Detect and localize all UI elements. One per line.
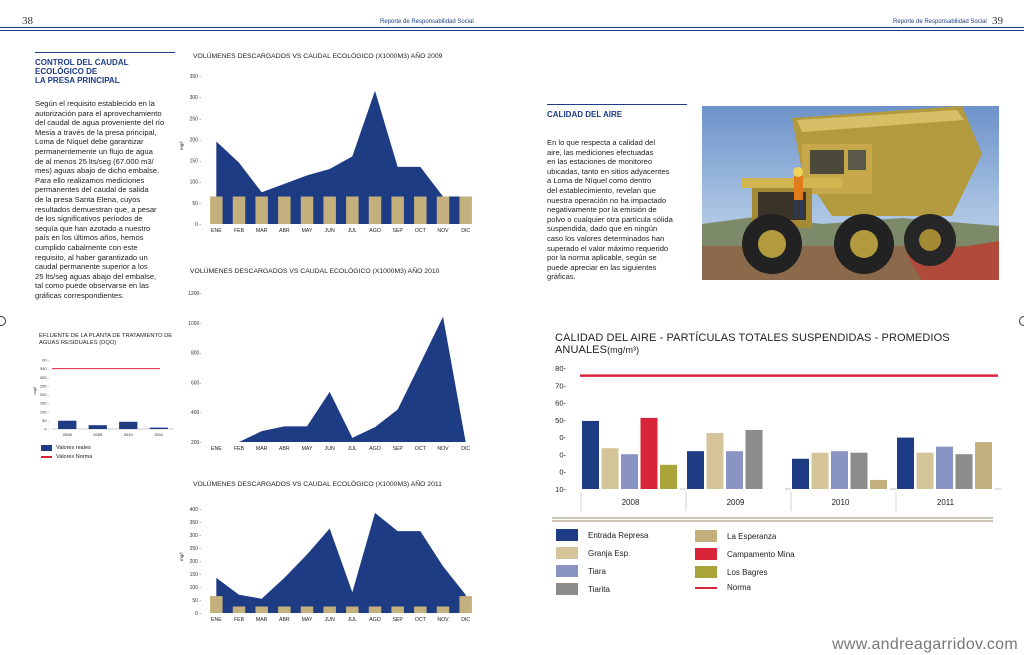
air-x-tick-label: 2009 <box>726 498 745 507</box>
dqo-bar <box>119 422 137 429</box>
x-tick-label: MAR <box>255 617 268 623</box>
right-body-line: superado el valor máximo requerido <box>547 243 669 253</box>
left-body-line: mes) aguas abajo de dicho embalse. <box>35 166 160 176</box>
ecological-flow-bar <box>391 197 403 224</box>
chart-volumes-2010 <box>175 284 485 454</box>
legend-label-los-bagres: Los Bagres <box>727 567 768 577</box>
air-x-tick-label: 2008 <box>621 498 640 507</box>
legend-label-tiarita: Tiarita <box>588 584 610 594</box>
left-body-line: del caudal de agua proveniente del río <box>35 118 165 128</box>
mining-truck-photo <box>702 106 999 280</box>
legend-swatch-norma <box>695 587 717 589</box>
air-bar-entrada-represa <box>687 451 704 489</box>
air-bar-tiara <box>621 454 638 489</box>
legend-label-entrada-represa: Entrada Represa <box>588 530 649 540</box>
right-page-number: 39 <box>992 15 1003 27</box>
ecological-flow-bar <box>437 607 449 614</box>
y-tick-label: 400- <box>190 410 201 417</box>
ecological-flow-bar <box>346 607 358 614</box>
left-body-line: Según el requisito establecido en la <box>35 99 155 108</box>
right-body-line: En lo que respecta a calidad del <box>547 138 656 147</box>
right-body-line: negativamente por la emisión de <box>547 205 657 215</box>
dqo-x-tick-label: 2009 <box>93 432 103 437</box>
legend-label-la-esperanza: La Esperanza <box>727 531 777 541</box>
x-tick-label: ENE <box>210 446 222 452</box>
discharged-volume-area <box>216 513 465 613</box>
ecological-flow-bar <box>346 197 358 224</box>
y-tick-label: 100 - <box>189 585 201 591</box>
discharged-volume-area <box>216 91 465 224</box>
header-rule-secondary <box>0 30 1024 31</box>
left-body-line: 25 lts/seg aguas abajo del embalse, <box>35 271 157 281</box>
y-tick-label: 1000- <box>188 320 201 327</box>
legend-la-esperanza <box>695 530 776 542</box>
x-tick-label: NOV <box>437 228 449 234</box>
air-y-tick-label: 80- <box>555 364 566 373</box>
dqo-title-line2: AGUAS RESIDUALES (DQO) <box>39 340 117 346</box>
ecological-flow-bar <box>323 607 335 614</box>
left-section-body <box>35 99 185 300</box>
y-tick-label: 350 - <box>189 74 201 80</box>
dqo-legend-real-label: Valores reales <box>56 445 91 451</box>
left-body-line: Para ello realizamos mediciones <box>35 175 145 185</box>
ecological-flow-bar <box>369 607 381 614</box>
left-body-line: resultados demuestran que, a pesar <box>35 204 157 214</box>
right-section-title: CALIDAD DEL AIRE <box>547 110 623 119</box>
left-page-number: 38 <box>22 15 33 27</box>
air-y-tick-label: 0- <box>559 433 566 443</box>
legend-swatch-la-esperanza <box>695 530 717 542</box>
right-report-title: Reporte de Responsabilidad Social <box>893 19 987 25</box>
air-bar-granja-esp- <box>812 453 829 489</box>
right-section-body <box>547 138 697 282</box>
x-tick-label: DIC <box>461 228 471 234</box>
air-bar-la-esperanza <box>870 480 887 489</box>
legend-campamento-mina <box>695 548 795 560</box>
x-tick-label: JUN <box>324 228 335 234</box>
dqo-y-tick-label: 50 - <box>42 417 49 423</box>
air-chart-title-text: CALIDAD DEL AIRE - PARTÍCULAS TOTALES SUSPENDIDAS - PROMEDIOS ANUALES <box>555 332 950 356</box>
dqo-bar <box>58 421 76 429</box>
x-tick-label: OCT <box>414 617 426 623</box>
ecological-flow-bar <box>414 607 426 614</box>
y-tick-label: 0 - <box>195 222 201 228</box>
y-axis-label: mg/l <box>179 141 184 150</box>
left-body-line: autorización para el aprovechamiento <box>35 108 162 118</box>
legend-granja-esp <box>556 547 630 559</box>
air-y-tick-label: 0- <box>559 467 566 477</box>
y-tick-label: 200 - <box>189 137 201 144</box>
dqo-y-tick-label: 200 - <box>39 392 49 397</box>
legend-norma <box>695 583 751 592</box>
x-tick-label: JUL <box>347 446 357 452</box>
dqo-legend-norma <box>41 454 92 460</box>
left-body-line: cumplido cabalmente con este <box>35 242 138 252</box>
air-bar-entrada-represa <box>792 459 809 489</box>
left-section-title-line1: CONTROL DEL CAUDAL <box>35 58 129 67</box>
ecological-flow-bar <box>210 197 222 224</box>
legend-entrada-represa <box>556 529 648 541</box>
air-x-tick-label: 2011 <box>936 498 955 507</box>
ecological-flow-bar <box>437 197 449 224</box>
right-section-rule <box>547 104 687 105</box>
legend-swatch-campamento-mina <box>695 548 717 560</box>
left-body-line: sequía que han azotado a nuestro <box>35 223 151 233</box>
x-tick-label: DIC <box>461 446 471 452</box>
right-body-line: suspendida, dado que en ningún <box>547 224 658 234</box>
y-tick-label: 800- <box>190 350 201 357</box>
right-body-line: caso los valores determinados han <box>547 233 665 243</box>
y-tick-label: 600- <box>190 380 201 387</box>
y-tick-label: 0 - <box>195 611 201 617</box>
chart-dqo <box>28 352 178 442</box>
legend-tiara <box>556 565 606 577</box>
air-bar-los-bagres <box>660 465 677 489</box>
air-x-tick-label: 2010 <box>831 498 850 507</box>
x-tick-label: ABR <box>278 446 290 452</box>
air-bar-la-esperanza <box>975 442 992 489</box>
legend-los-bagres <box>695 566 767 578</box>
legend-swatch-los-bagres <box>695 566 717 578</box>
chart-title-2011: VOLÚMENES DESCARGADOS VS CAUDAL ECOLÓGICO (X1000M3) AÑO 2011 <box>193 481 442 488</box>
left-body-line: gráficas correspondientes. <box>35 290 125 300</box>
x-tick-label: FEB <box>233 446 245 452</box>
x-tick-label: ENE <box>210 228 222 234</box>
legend-swatch-granja-esp <box>556 547 578 559</box>
x-tick-label: NOV <box>437 617 449 623</box>
air-bar-campamento-mina <box>641 418 658 489</box>
left-section-title-line2: ECOLÓGICO DE <box>35 67 98 76</box>
air-chart-title <box>555 332 1024 356</box>
ecological-flow-bar <box>278 197 290 224</box>
right-body-line: puede apreciar en las siguientes <box>547 262 657 272</box>
legend-label-granja-esp: Granja Esp. <box>588 548 631 558</box>
left-body-line: permanentemente un flujo de agua <box>35 146 153 156</box>
x-tick-label: ABR <box>278 228 290 234</box>
chart-volumes-2011 <box>175 497 485 625</box>
legend-label-tiara: Tiara <box>588 566 606 576</box>
footer-url[interactable]: www.andreagarridov.com <box>832 636 1018 653</box>
y-tick-label: 150 - <box>189 158 201 165</box>
left-body-line: requisito, al haber garantizado un <box>35 252 148 262</box>
legend-swatch-tiarita <box>556 583 578 595</box>
left-body-line: tal como puede observarse en las <box>35 281 149 291</box>
ecological-flow-bar <box>255 607 267 614</box>
dqo-legend-norma-label: Valores Norma <box>56 454 93 460</box>
left-body-line: Mesia a través de la presa principal, <box>35 127 157 137</box>
air-bar-tiara <box>936 447 953 489</box>
x-tick-label: MAR <box>255 446 268 452</box>
left-section-rule <box>35 52 175 53</box>
x-tick-label: SEP <box>392 228 403 234</box>
x-tick-label: JUL <box>347 228 357 234</box>
dqo-x-tick-label: 2011 <box>154 432 164 437</box>
x-tick-label: MAY <box>301 446 313 452</box>
ecological-flow-bar <box>369 197 381 224</box>
y-tick-label: 350 - <box>189 520 201 526</box>
ecological-flow-bar <box>255 197 267 224</box>
left-body-line: de la presa Santa Elena, cuyos <box>35 194 141 204</box>
mining-truck-illustration <box>702 106 999 280</box>
air-bar-tiara <box>726 451 743 489</box>
chart-volumes-2009 <box>175 68 485 238</box>
air-chart-unit: (mg/m³) <box>607 345 640 355</box>
dqo-y-tick-label: 250 - <box>39 383 49 389</box>
x-tick-label: MAY <box>301 228 313 234</box>
left-report-title: Reporte de Responsabilidad Social <box>380 19 474 25</box>
right-body-line: a Loma de Níquel como dentro <box>547 176 652 186</box>
x-tick-label: AGO <box>369 446 381 452</box>
air-bar-tiarita <box>746 430 763 489</box>
y-tick-label: 250 - <box>189 116 201 123</box>
y-tick-label: 50 - <box>192 200 201 207</box>
legend-label-campamento-mina: Campamento Mina <box>727 549 795 559</box>
legend-swatch-tiara <box>556 565 578 577</box>
chart-title-2009: VOLÚMENES DESCARGADOS VS CAUDAL ECOLÓGICO (X1000M3) AÑO 2009 <box>193 53 443 60</box>
left-body-line: caudal permanente superior a los <box>35 262 148 272</box>
y-tick-label: 400 - <box>189 507 201 513</box>
header-rule <box>0 27 1024 28</box>
right-body-line: del establecimiento, revelan que <box>547 185 656 195</box>
dqo-legend-norma-swatch <box>41 456 52 458</box>
ecological-flow-bar <box>391 607 403 614</box>
air-bar-entrada-represa <box>582 421 599 489</box>
dqo-title-line1: EFLUENTE DE LA PLANTA DE TRATAMIENTO DE <box>39 333 173 339</box>
ecological-flow-bar <box>414 197 426 224</box>
right-body-line: gráficas. <box>547 272 576 282</box>
legend-swatch-entrada-represa <box>556 529 578 541</box>
left-section-title-line3: LA PRESA PRINCIPAL <box>35 76 120 85</box>
left-section-title <box>35 58 128 85</box>
air-y-tick-label: 10- <box>555 485 566 494</box>
ecological-flow-bar <box>459 596 471 613</box>
dqo-y-tick-label: 00 - <box>42 357 49 363</box>
dqo-legend-real <box>41 445 91 451</box>
y-tick-label: 300 - <box>189 95 201 102</box>
ecological-flow-bar <box>210 596 222 613</box>
x-tick-label: OCT <box>414 228 426 234</box>
x-tick-label: SEP <box>392 446 403 452</box>
air-y-tick-label: 50- <box>555 415 566 425</box>
right-body-line: nuestra operación no ha impactado <box>547 195 667 205</box>
air-y-tick-label: 0- <box>559 450 566 460</box>
right-body-line: en las estaciones de monitoreo <box>547 157 653 167</box>
ecological-flow-bar <box>301 607 313 614</box>
x-tick-label: JUL <box>347 617 357 623</box>
air-y-tick-label: 60- <box>555 398 566 408</box>
x-tick-label: SEP <box>392 617 403 623</box>
ecological-flow-bar <box>323 197 335 224</box>
air-y-tick-label: 70- <box>555 381 566 391</box>
air-bar-tiarita <box>851 453 868 489</box>
ecological-flow-bar <box>233 607 245 614</box>
air-bar-granja-esp- <box>917 453 934 489</box>
y-tick-label: 300 - <box>189 533 201 539</box>
dqo-chart-title <box>39 333 172 347</box>
dqo-legend-real-swatch <box>41 445 52 451</box>
chart-air-quality <box>548 356 1008 526</box>
right-body-line: polvo o cualquier otra partícula sólida <box>547 214 673 224</box>
chart-title-2010: VOLÚMENES DESCARGADOS VS CAUDAL ECOLÓGICO (X1000M3) AÑO 2010 <box>190 268 440 275</box>
air-bar-tiara <box>831 451 848 489</box>
x-tick-label: AGO <box>369 617 381 623</box>
left-body-line: de al menos 25 lts/seg (67.000 m3/ <box>35 156 154 166</box>
x-tick-label: ENE <box>210 617 222 623</box>
y-tick-label: 200 - <box>189 559 201 565</box>
x-tick-label: MAY <box>301 617 313 623</box>
x-tick-label: JUN <box>324 446 335 452</box>
x-tick-label: AGO <box>369 228 381 234</box>
x-tick-label: ABR <box>278 617 290 623</box>
registration-mark-left <box>0 316 6 326</box>
ecological-flow-bar <box>233 197 245 224</box>
air-bar-entrada-represa <box>897 438 914 489</box>
left-body-line: de los significativos períodos de <box>35 214 143 224</box>
legend-tiarita <box>556 583 610 595</box>
air-bar-granja-esp- <box>602 448 619 489</box>
left-body-line: Loma de Níquel debe garantizar <box>35 137 144 147</box>
dqo-x-tick-label: 2010 <box>123 432 133 437</box>
y-tick-label: 50 - <box>192 598 201 604</box>
dqo-y-tick-label: 350 - <box>39 366 49 372</box>
dqo-y-axis-label: mg/l <box>32 386 37 395</box>
x-tick-label: NOV <box>437 446 449 452</box>
dqo-y-tick-label: 100 - <box>39 409 49 415</box>
y-tick-label: 250 - <box>189 546 201 552</box>
y-tick-label: 1200- <box>188 291 201 297</box>
dqo-y-tick-label: 150 - <box>39 400 49 406</box>
left-body-line: permanentes del caudal de salida <box>35 185 149 195</box>
y-tick-label: 100 - <box>189 179 201 186</box>
dqo-bar <box>89 425 107 429</box>
discharged-volume-area <box>216 317 465 442</box>
dqo-y-tick-label: 300 - <box>39 374 49 380</box>
x-tick-label: OCT <box>414 446 426 452</box>
x-tick-label: JUN <box>324 617 335 623</box>
x-tick-label: DIC <box>461 617 471 623</box>
x-tick-label: FEB <box>233 617 245 623</box>
right-body-line: aire, las mediciones efectuadas <box>547 147 654 157</box>
registration-mark-right <box>1019 316 1024 326</box>
right-body-line: por la norma aplicable, según se <box>547 253 657 263</box>
dqo-x-tick-label: 2008 <box>62 432 72 437</box>
left-body-line: país en los últimos años, hemos <box>35 233 144 243</box>
right-body-line: ubicadas, tanto en sitios adyacentes <box>547 166 670 176</box>
legend-label-norma: Norma <box>727 583 752 592</box>
dqo-y-tick-label: 0 - <box>44 426 49 432</box>
y-axis-label: mg/l <box>179 552 184 561</box>
dqo-bar <box>150 428 168 429</box>
y-tick-label: 150 - <box>189 572 201 578</box>
ecological-flow-bar <box>278 607 290 614</box>
air-bar-tiarita <box>956 454 973 489</box>
air-bar-granja-esp- <box>707 433 724 489</box>
y-tick-label: 200- <box>190 440 201 446</box>
ecological-flow-bar <box>301 197 313 224</box>
x-tick-label: FEB <box>233 228 245 234</box>
ecological-flow-bar <box>459 197 471 224</box>
x-tick-label: MAR <box>255 228 268 234</box>
